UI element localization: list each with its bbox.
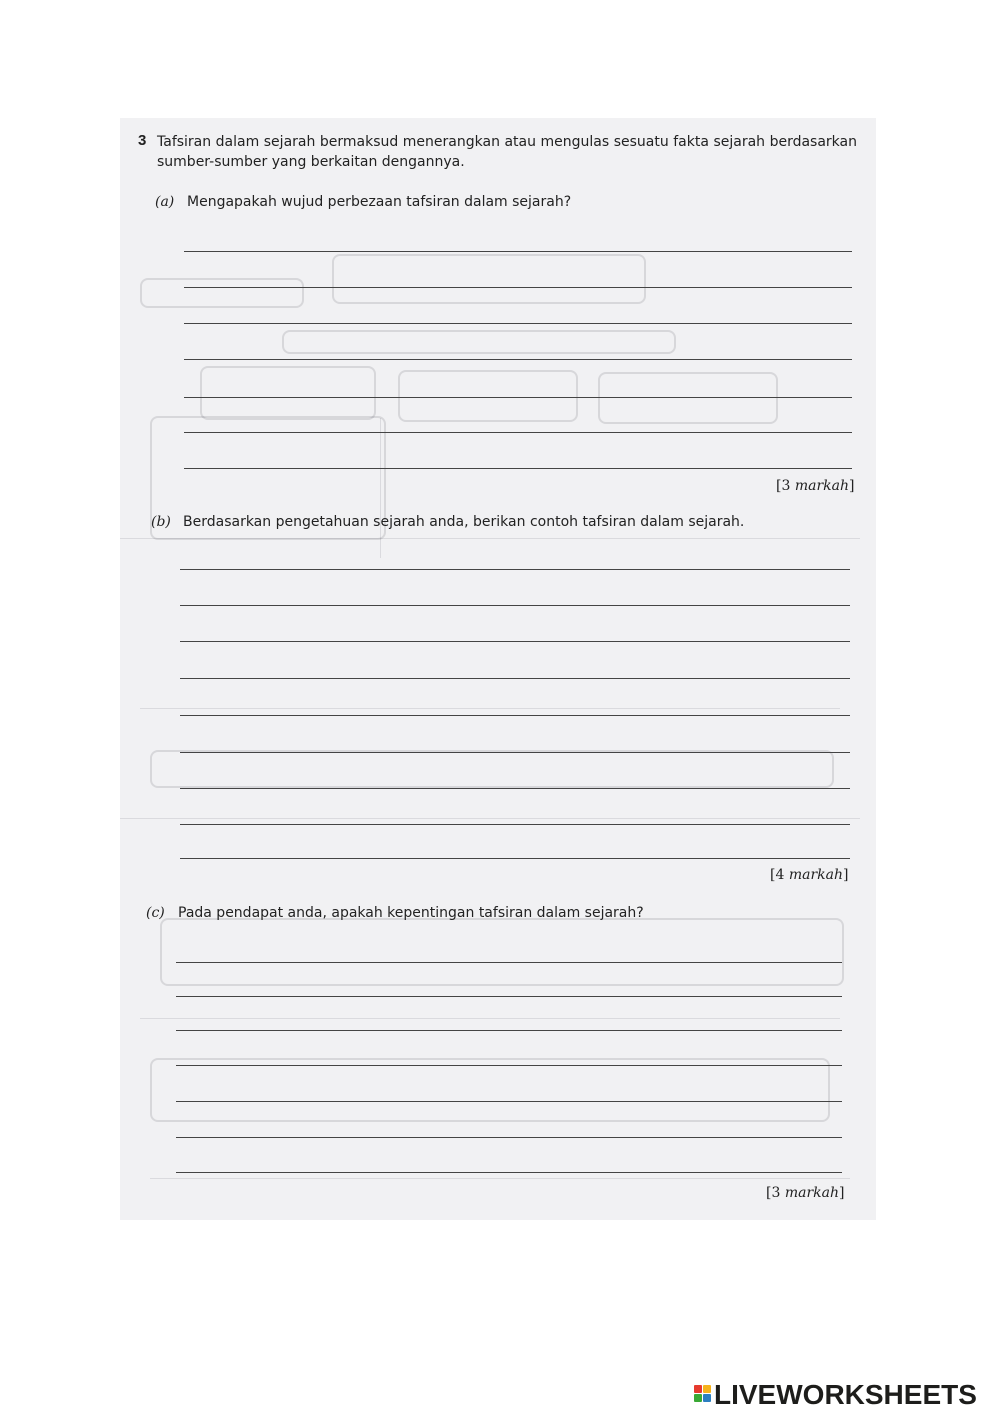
ghost-line: [120, 818, 860, 819]
show-through-background: [120, 118, 876, 1220]
part-b-prompt: Berdasarkan pengetahuan sejarah anda, berikan contoh tafsiran dalam sejarah.: [183, 514, 745, 530]
part-c-prompt: Pada pendapat anda, apakah kepentingan tafsiran dalam sejarah?: [178, 905, 644, 921]
answer-line-c4[interactable]: [176, 1065, 842, 1066]
ghost-line: [150, 1178, 850, 1179]
part-b-marks: [4 markah]: [770, 867, 849, 883]
part-c: [146, 905, 644, 921]
answer-line-c1[interactable]: [176, 962, 842, 963]
ghost-box: [398, 370, 578, 422]
ghost-box: [150, 1058, 830, 1122]
logo-square: [703, 1385, 711, 1393]
part-a-marks: [3 markah]: [776, 478, 855, 494]
ghost-box: [200, 366, 376, 420]
answer-line-b2[interactable]: [180, 605, 850, 606]
answer-line-a4[interactable]: [184, 359, 852, 360]
liveworksheets-logo: [694, 1380, 977, 1410]
answer-line-b4[interactable]: [180, 678, 850, 679]
part-a: [155, 194, 571, 210]
ghost-box: [332, 254, 646, 304]
ghost-box: [150, 750, 834, 788]
answer-line-a2[interactable]: [184, 287, 852, 288]
logo-square: [694, 1385, 702, 1393]
question-number: 3: [138, 132, 147, 149]
ghost-line: [140, 1018, 840, 1019]
ghost-box: [598, 372, 778, 424]
part-a-prompt: Mengapakah wujud perbezaan tafsiran dalam sejarah?: [187, 194, 572, 210]
scanned-page: [120, 118, 876, 1220]
answer-line-c3[interactable]: [176, 1030, 842, 1031]
answer-line-c6[interactable]: [176, 1137, 842, 1138]
ghost-line: [120, 538, 860, 539]
question-stem: Tafsiran dalam sejarah bermaksud menerangkan atau mengulas sesuatu fakta sejarah berdasarkan sumber-sumber yang berkaitan dengannya.: [157, 134, 857, 170]
answer-line-a3[interactable]: [184, 323, 852, 324]
ghost-box: [140, 278, 304, 308]
part-c-marks: [3 markah]: [766, 1185, 845, 1201]
answer-line-b3[interactable]: [180, 641, 850, 642]
answer-line-a1[interactable]: [184, 251, 852, 252]
logo-square: [694, 1394, 702, 1402]
answer-line-b8[interactable]: [180, 824, 850, 825]
part-b-label: (b): [151, 514, 171, 530]
ghost-line: [380, 418, 381, 558]
answer-line-b5[interactable]: [180, 715, 850, 716]
ghost-box: [160, 918, 844, 986]
answer-line-b6[interactable]: [180, 752, 850, 753]
liveworksheets-logo-text: LIVEWORKSHEETS: [714, 1379, 977, 1410]
answer-line-c7[interactable]: [176, 1172, 842, 1173]
part-a-label: (a): [155, 194, 175, 210]
ghost-line: [140, 708, 840, 709]
answer-line-a7[interactable]: [184, 468, 852, 469]
answer-line-b1[interactable]: [180, 569, 850, 570]
answer-line-a5[interactable]: [184, 397, 852, 398]
part-c-label: (c): [146, 905, 165, 921]
answer-line-c2[interactable]: [176, 996, 842, 997]
answer-line-b7[interactable]: [180, 788, 850, 789]
ghost-box: [282, 330, 676, 354]
answer-line-b9[interactable]: [180, 858, 850, 859]
logo-square: [703, 1394, 711, 1402]
part-b: [151, 514, 744, 530]
answer-line-a6[interactable]: [184, 432, 852, 433]
answer-line-c5[interactable]: [176, 1101, 842, 1102]
liveworksheets-logo-icon: [694, 1383, 712, 1407]
